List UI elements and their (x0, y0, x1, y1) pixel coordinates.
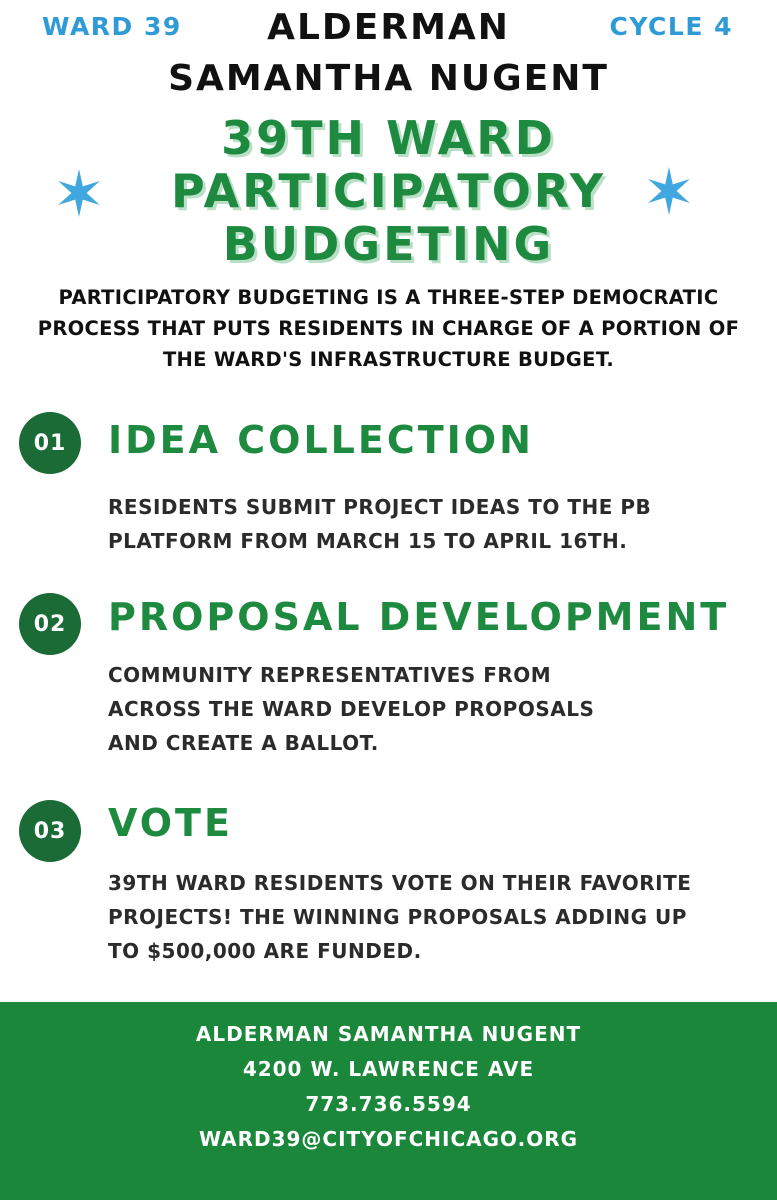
title-line3: BUDGETING (222, 217, 555, 271)
step-1-desc-line2: PLATFORM FROM MARCH 15 TO APRIL 16TH. (108, 529, 628, 553)
header-name-line2: SAMANTHA NUGENT (168, 58, 609, 99)
step-1-desc-line1: RESIDENTS SUBMIT PROJECT IDEAS TO THE PB (108, 495, 652, 519)
step-3-desc-line1: 39TH WARD RESIDENTS VOTE ON THEIR FAVORITE (108, 871, 692, 895)
step-2-desc-line1: COMMUNITY REPRESENTATIVES FROM (108, 663, 552, 687)
footer-address: 4200 W. LAWRENCE AVE (242, 1057, 535, 1081)
title-line2: PARTICIPATORY (170, 164, 607, 218)
intro-line2: PROCESS THAT PUTS RESIDENTS IN CHARGE OF A PORTION OF (37, 317, 740, 340)
intro-line3: THE WARD'S INFRASTRUCTURE BUDGET. (162, 348, 615, 371)
footer-name: ALDERMAN SAMANTHA NUGENT (195, 1022, 582, 1046)
header-name-line1: ALDERMAN (267, 7, 510, 48)
step-1-title: IDEA COLLECTION (108, 418, 534, 462)
contact-footer (0, 1002, 777, 1200)
footer-email: WARD39@CITYOFCHICAGO.ORG (198, 1127, 579, 1151)
step-1-number-badge: 01 (19, 412, 81, 474)
step-2-title: PROPOSAL DEVELOPMENT (108, 595, 730, 639)
step-3-description (108, 866, 691, 968)
footer-phone: 773.736.5594 (305, 1092, 472, 1116)
step-1-description (108, 490, 651, 558)
title-line1: 39TH WARD (221, 111, 556, 165)
page-title (0, 112, 777, 271)
step-2-desc-line2: ACROSS THE WARD DEVELOP PROPOSALS (108, 697, 595, 721)
step-3-desc-line2: PROJECTS! THE WINNING PROPOSALS ADDING UP (108, 905, 687, 929)
step-3-desc-line3: TO $500,000 ARE FUNDED. (108, 939, 422, 963)
step-2-desc-line3: AND CREATE A BALLOT. (108, 731, 379, 755)
step-3-number-badge: 03 (19, 800, 81, 862)
ward-label: WARD 39 (42, 12, 182, 41)
step-2-number-badge: 02 (19, 593, 81, 655)
footer-contact-block (0, 1017, 777, 1157)
cycle-label: CYCLE 4 (609, 12, 733, 41)
intro-paragraph (30, 282, 747, 375)
step-2-description (108, 658, 594, 760)
step-3-title: VOTE (108, 801, 233, 845)
intro-line1: PARTICIPATORY BUDGETING IS A THREE-STEP DEMOCRATIC (58, 286, 719, 309)
